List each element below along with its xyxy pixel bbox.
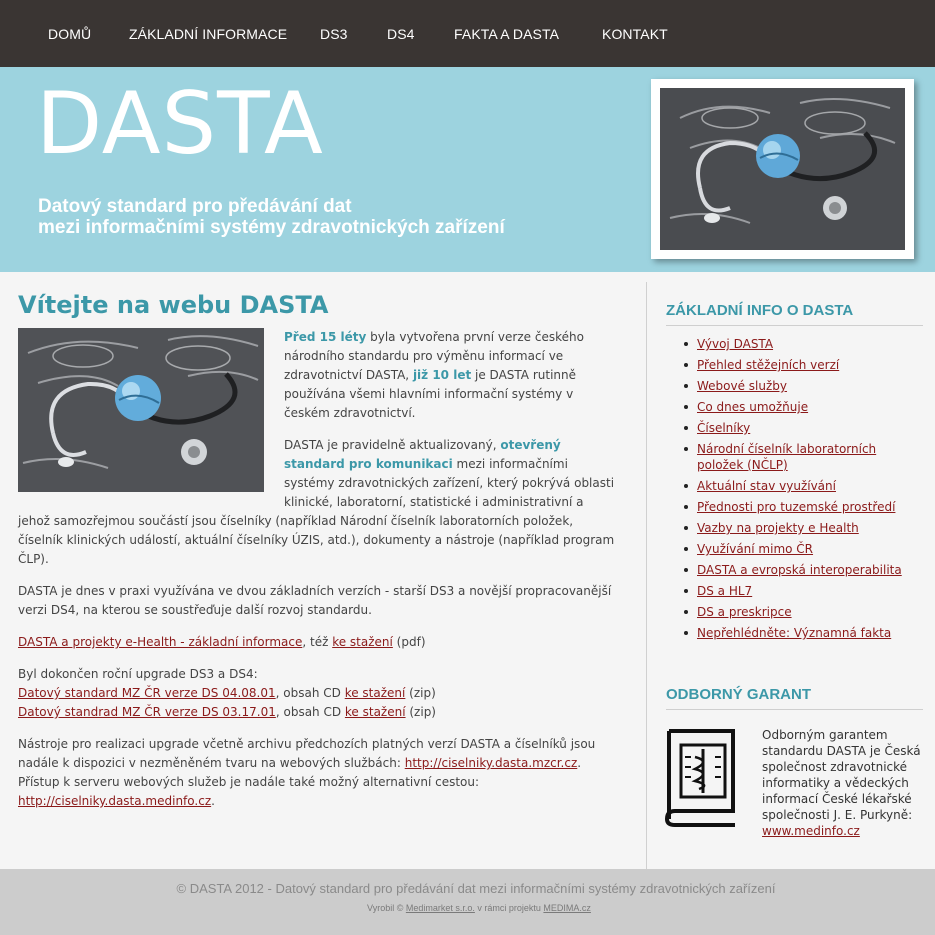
medinfo-link[interactable]: www.medinfo.cz — [762, 824, 860, 838]
sidebar-heading-basic-info: ZÁKLADNÍ INFO O DASTA — [666, 302, 854, 319]
sidebar-link-fakta[interactable]: Nepřehlédněte: Významná fakta — [697, 626, 892, 640]
sidebar-link-vyvoj[interactable]: Vývoj DASTA — [697, 337, 774, 351]
text-span: mezi informačními systémy zdravotnických zařízení, který pokrývá oblasti klinické, laboratorní, statistické i administrativní a jehož samozřejmou součástí jsou číselníky (například Národní číselník laboratorních položek, číselník klinických událostí, aktuální číselníky ÚZIS, atd.), dokumenty a nástroje (například program ČLP). — [18, 457, 615, 566]
list-item — [660, 520, 923, 536]
ehealth-download-link[interactable]: ke stažení — [332, 635, 393, 649]
site-tagline — [38, 196, 505, 238]
page-title: Vítejte na webu DASTA — [18, 291, 329, 319]
text-span: . — [577, 756, 582, 770]
header-banner — [0, 67, 935, 272]
sidebar-link-prednosti[interactable]: Přednosti pro tuzemské prostředí — [697, 500, 896, 514]
sidebar-link-nclp[interactable]: Národní číselník laboratorních položek (NČLP) — [697, 442, 877, 472]
sidebar-heading-garant: ODBORNÝ GARANT — [666, 686, 811, 703]
sidebar-heading-rule — [666, 709, 923, 710]
ds4-standard-link[interactable]: Datový standard MZ ČR verze DS 04.08.01 — [18, 686, 276, 700]
footer — [0, 869, 935, 935]
ds3-download-link[interactable]: ke stažení — [344, 705, 406, 719]
column-divider — [646, 282, 647, 869]
list-item — [660, 399, 923, 415]
hero-image-frame — [651, 79, 914, 259]
list-item — [660, 541, 923, 557]
footer-copyright: © DASTA 2012 - Datový standard pro předávání dat mezi informačními systémy zdravotnických zařízení — [176, 881, 776, 896]
list-item — [660, 336, 923, 352]
medical-book-icon — [661, 727, 741, 827]
sidebar-link-interoperabilita[interactable]: DASTA a evropská interoperabilita — [697, 563, 902, 577]
sidebar-link-aktualni-stav[interactable]: Aktuální stav využívání — [697, 479, 836, 493]
nav-item-contact[interactable]: KONTAKT — [602, 26, 668, 42]
list-item — [660, 625, 923, 641]
nav-item-ds4[interactable]: DS4 — [387, 26, 415, 42]
text-span: je DASTA rutinně používána všemi hlavními informační systémy v českém zdravotnictví. — [284, 368, 576, 420]
welcome-text — [18, 328, 618, 824]
highlight-open-standard: otevřený standard pro komunikaci — [284, 438, 561, 471]
text-span: Nástroje pro realizaci upgrade včetně archivu předchozích platných verzí DASTA a číselníků jsou nadále k dispozici v nezměněném tvaru na webových službách: — [18, 737, 596, 770]
ehealth-info-link[interactable]: DASTA a projekty e-Health - základní informace — [18, 635, 303, 649]
list-item — [660, 583, 923, 599]
nav-item-basic-info[interactable]: ZÁKLADNÍ INFORMACE — [129, 26, 288, 42]
sidebar-link-mimo-cr[interactable]: Využívání mimo ČR — [697, 542, 814, 556]
medima-link[interactable]: MEDIMA.cz — [543, 903, 591, 913]
medimarket-link[interactable]: Medimarket s.r.o. — [405, 903, 475, 913]
sidebar — [660, 272, 923, 869]
sidebar-info-list — [660, 336, 923, 646]
list-item — [660, 604, 923, 620]
text-span: v rámci projektu — [474, 903, 544, 913]
ciselniky-medinfo-link[interactable]: http://ciselniky.dasta.medinfo.cz — [18, 794, 212, 808]
list-item — [660, 357, 923, 373]
text-span: . — [211, 794, 215, 808]
text-span: Vyrobil © — [367, 903, 406, 913]
text-span: DASTA je pravidelně aktualizovaný, — [284, 438, 501, 452]
list-item — [660, 562, 923, 578]
list-item — [660, 378, 923, 394]
tagline-line-1: Datový standard pro předávání dat — [38, 196, 352, 217]
garant-text — [762, 727, 925, 839]
footer-credits — [0, 903, 935, 913]
main-content — [0, 272, 646, 869]
ds4-download-link[interactable]: ke stažení — [344, 686, 406, 700]
sidebar-link-ciselniky[interactable]: Číselníky — [697, 421, 751, 435]
text-span: , obsah CD — [275, 705, 345, 719]
sidebar-link-vazby-ehealth[interactable]: Vazby na projekty e Health — [697, 521, 859, 535]
highlight-10-years: již 10 let — [412, 368, 472, 382]
text-span: (pdf) — [392, 635, 426, 649]
text-span: , obsah CD — [275, 686, 345, 700]
sidebar-link-webove-sluzby[interactable]: Webové služby — [697, 379, 788, 393]
stethoscope-globe-image — [660, 88, 905, 250]
sidebar-link-preskripce[interactable]: DS a preskripce — [697, 605, 792, 619]
text-span: byla vytvořena první verze českého národního standardu pro výměnu informací ve zdravotnictví DASTA, — [284, 330, 584, 382]
ds3-standard-link[interactable]: Datový standrad MZ ČR verze DS 03.17.01 — [18, 705, 276, 719]
nav-item-facts[interactable]: FAKTA A DASTA — [454, 26, 560, 42]
tagline-line-2: mezi informačními systémy zdravotnických zařízení — [38, 217, 505, 238]
paragraph-tools — [18, 735, 618, 811]
text-span: (zip) — [405, 705, 436, 719]
ciselniky-mzcr-link[interactable]: http://ciselniky.dasta.mzcr.cz — [404, 756, 578, 770]
paragraph-upgrade — [18, 665, 618, 722]
highlight-15-years: Před 15 léty — [284, 330, 367, 344]
nav-item-ds3[interactable]: DS3 — [320, 26, 348, 42]
list-item — [660, 478, 923, 494]
sidebar-link-hl7[interactable]: DS a HL7 — [697, 584, 753, 598]
text-span: Přístup k serveru webových služeb je nadále také možný alternativní cestou: — [18, 775, 480, 789]
text-span: Odborným garantem standardu DASTA je Česká společnost zdravotnické informatiky a vědeckých informací České lékařské společnosti J. E. Purkyně: — [762, 728, 921, 822]
list-item — [660, 420, 923, 436]
sidebar-link-co-umoznuje[interactable]: Co dnes umožňuje — [697, 400, 809, 414]
text-span: Byl dokončen roční upgrade DS3 a DS4: — [18, 667, 258, 681]
sidebar-link-prehled[interactable]: Přehled stěžejních verzí — [697, 358, 840, 372]
paragraph-versions: DASTA je dnes v praxi využívána ve dvou základních verzích - starší DS3 a novější propracovanější verzi DS4, na kterou se soustřeďuje další rozvoj standardu. — [18, 584, 612, 617]
paragraph-ehealth — [18, 633, 618, 652]
list-item — [660, 499, 923, 515]
text-span: (zip) — [405, 686, 436, 700]
nav-item-home[interactable]: DOMŮ — [48, 26, 92, 42]
list-item — [660, 441, 923, 473]
text-span: , též — [302, 635, 333, 649]
site-logo[interactable]: DASTA — [36, 74, 324, 174]
sidebar-heading-rule — [666, 325, 923, 326]
top-navigation — [0, 0, 935, 67]
